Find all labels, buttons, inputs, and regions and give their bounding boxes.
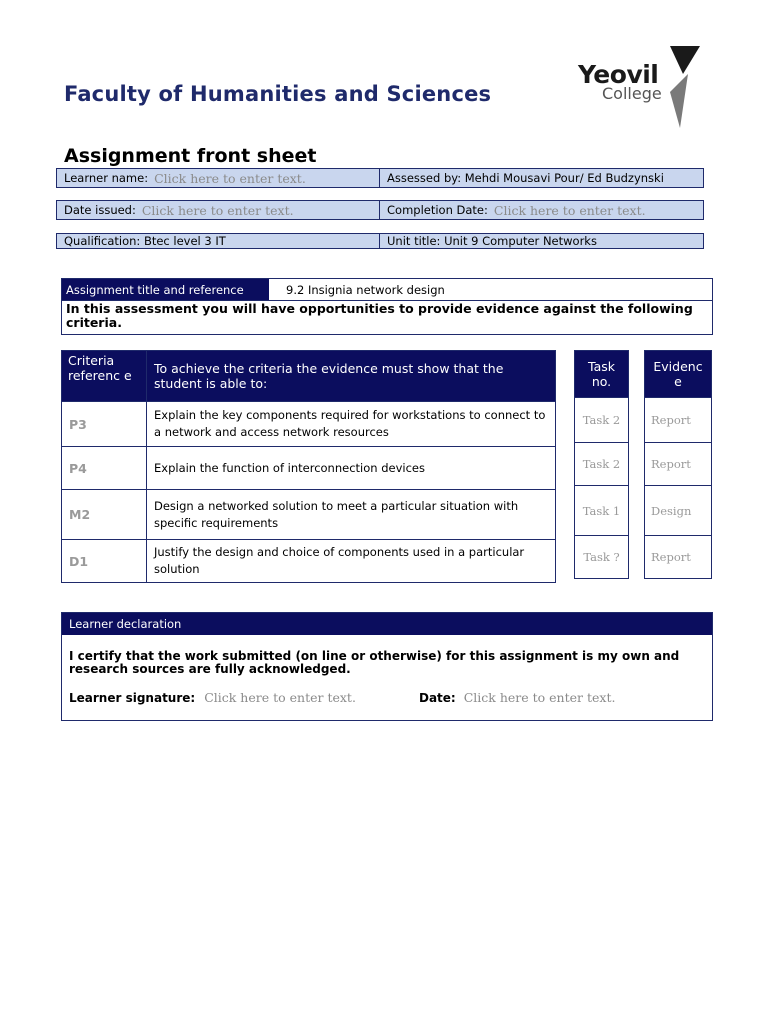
evidence-cell: Design [645,486,712,536]
task-table [574,350,629,579]
criteria-ref: D1 [62,540,147,583]
evidence-cell: Report [645,398,712,443]
task-header: Task no. [575,351,629,398]
qualification-text: Qualification: Btec level 3 IT [64,234,226,248]
criteria-description: Explain the function of interconnection devices [147,447,556,490]
declaration-title: Learner declaration [62,613,712,635]
qualification-info-row [56,233,704,249]
criteria-ref: M2 [62,490,147,540]
dates-info-row [56,200,704,220]
evidence-table [644,350,712,579]
signature-row [69,690,356,705]
declaration-date-label: Date: [419,690,456,705]
learner-declaration-box [61,612,713,721]
date-issued-field[interactable]: Click here to enter text. [141,202,294,218]
table-row [645,443,712,486]
task-cell: Task 2 [575,443,629,486]
logo-name: Yeovil [578,60,659,89]
assignment-divider [62,300,712,301]
completion-date-field[interactable]: Click here to enter text. [493,202,646,218]
table-row [645,486,712,536]
signature-label: Learner signature: [69,690,196,705]
assignment-title-label: Assignment title and reference [62,279,269,300]
task-cell: Task ? [575,536,629,579]
evidence-cell: Report [645,443,712,486]
unit-title-text: Unit title: Unit 9 Computer Networks [387,234,597,248]
date-issued-label: Date issued: [64,203,136,217]
faculty-title: Faculty of Humanities and Sciences [64,82,492,106]
logo-sub: College [602,84,662,103]
task-cell: Task 1 [575,486,629,536]
table-row [575,486,629,536]
task-header-row [575,351,629,398]
unit-title-cell [380,234,703,248]
criteria-ref: P3 [62,402,147,447]
criteria-description: Justify the design and choice of components used in a particular solution [147,540,556,583]
evidence-cell: Report [645,536,712,579]
table-row [575,398,629,443]
assignment-title-box [61,278,713,335]
assessed-by-text: Assessed by: Mehdi Mousavi Pour/ Ed Budzynski [387,171,664,185]
criteria-header-row [62,351,556,402]
assignment-reference: 9.2 Insignia network design [286,282,445,297]
table-row [62,540,556,583]
learner-info-row [56,168,704,188]
table-row [575,536,629,579]
assignment-intro: In this assessment you will have opportunities to provide evidence against the following criteria. [66,302,693,330]
criteria-description-header: To achieve the criteria the evidence must show that the student is able to: [147,351,556,402]
qualification-cell [57,234,380,248]
declaration-date-field[interactable]: Click here to enter text. [463,690,616,705]
completion-date-cell [380,201,703,219]
declaration-text: I certify that the work submitted (on line or otherwise) for this assignment is my own and research sources are fully acknowledged. [69,649,680,676]
criteria-reference-header: Criteria referenc e [62,351,147,402]
criteria-ref: P4 [62,447,147,490]
learner-name-field[interactable]: Click here to enter text. [154,170,306,186]
date-issued-cell [57,201,380,219]
college-logo [578,44,702,130]
signature-field[interactable]: Click here to enter text. [204,690,356,705]
criteria-description: Explain the key components required for workstations to connect to a network and access network resources [147,402,556,447]
table-row [62,447,556,490]
task-cell: Task 2 [575,398,629,443]
evidence-header: Evidenc e [645,351,712,398]
criteria-description: Design a networked solution to meet a particular situation with specific requirements [147,490,556,540]
criteria-table [61,350,556,583]
table-row [62,490,556,540]
table-row [645,536,712,579]
completion-date-label: Completion Date: [387,203,488,217]
table-row [62,402,556,447]
evidence-header-row [645,351,712,398]
learner-name-label: Learner name: [64,171,149,185]
table-row [575,443,629,486]
learner-name-cell [57,169,380,187]
declaration-date-row [419,690,615,705]
sheet-title: Assignment front sheet [64,145,317,167]
assessed-by-cell [380,169,703,187]
table-row [645,398,712,443]
